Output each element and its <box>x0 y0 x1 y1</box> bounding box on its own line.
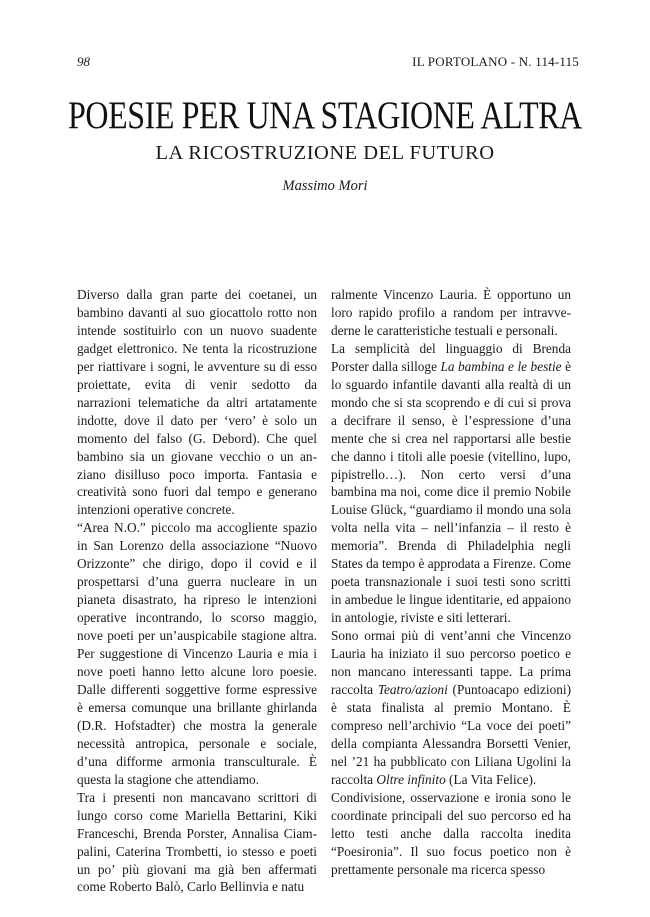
book-title: Teatro/azioni <box>377 681 448 697</box>
paragraph: Condivisione, osservazione e ironia sono le coordinate principali del suo percorso ed ha letto testi anche dalla raccolta inedita “Poesironia”. Il suo focus poetico non è prettamente personale ma ricerca spesso <box>331 789 571 877</box>
paragraph: Tra i presenti non mancavano scrittori di lungo corso come Mariella Bettarini, Kiki Franceschi, Brenda Porster, Annalisa Ciampalini, Caterina Trombetti, io stesso e poeti un po’ più giovani ma già ben affermati come Roberto Balò, Carlo Bellinvia e natu <box>77 789 317 895</box>
text-run: (La Vita Felice). <box>445 771 537 787</box>
paragraph: ralmente Vincenzo Lauria. È opportuno un loro rapido profilo a random per intravvederne le caratteristiche testuali e personali. <box>331 287 571 338</box>
paragraph <box>331 340 571 627</box>
article-title: POESIE PER UNA STAGIONE ALTRA <box>68 94 582 137</box>
journal-title: IL PORTOLANO - N. 114-115 <box>412 54 579 69</box>
body-column-left <box>77 286 317 896</box>
page-number: 98 <box>77 54 90 69</box>
article-author: Massimo Mori <box>282 178 368 194</box>
body-column-right <box>331 286 571 878</box>
paragraph: “Area N.O.” piccolo ma accogliente spazio in San Lorenzo della associazione “Nuovo Orizzonte” che dirigo, dopo il covid e il prospettarsi d’una guerra nucleare in un pianeta disastrato, ha ripreso le intenzioni operative incontrando, lo scorso maggio, nove poeti per un’auspicabile stagione altra. Per suggestione di Vincenzo Lauria e mia i nove poeti hanno letto alcune loro poesie. Dalle differenti soggettive forme espressive è emersa comunque una brillante ghirlanda (D.R. Hofstadter) che mostra la generale necessità antropica, personale e sociale, d’una difforme armonia transculturale. È questa la stagione che attendiamo. <box>77 520 317 787</box>
running-header <box>77 54 579 70</box>
text-run: è lo sguardo infantile davanti alla realtà di un mondo che si sta scoprendo e di cui si prova a decifrare il senso, è l’espressione d’una mente che si crea nel rapportarsi alle bestie che danno i titoli alle poesie (vitellino, lupo, pipistrello…). Non certo versi d’una bambina ma noi, come dice il premio Nobile Louise Glück, “guardiamo il mondo una sola volta nella vita – nell’infanzia – il resto è memoria”. Brenda di Philadelphia negli States da tempo è approdata a Firenze. Come poeta transnazionale i suoi testi sono scritti in ambedue le lingue identitarie, ed appaiono in antologie, riviste e siti letterari. <box>331 358 571 626</box>
paragraph: Diverso dalla gran parte dei coetanei, un bambino davanti al suo giocattolo rotto non intende sostituirlo con un nuovo suadente gadget elettronico. Ne tenta la ricostruzione per riattivare i sogni, le avventure su di esso proiettate, evita di venir sedotto da narrazioni telematiche da altri artatamente indotte, dove il dato per ‘vero’ è solo un momento del falso (G. Debord). Che quel bambino sia un giovane vecchio o un anziano disilluso poco importa. Fantasia e creatività sono fuori dal tempo e generano intenzioni operative concrete. <box>77 287 317 518</box>
book-title: Oltre infinito <box>376 771 446 787</box>
book-title: La bambina e le bestie <box>440 358 562 374</box>
text-run: Sono ormai più di vent’anni che Vincenzo Lauria ha iniziato il suo percorso poetico e non mancano interessanti tappe. La prima raccolta <box>331 628 571 697</box>
article-subtitle: LA RICOSTRUZIONE DEL FUTURO <box>155 142 495 164</box>
paragraph <box>331 627 571 789</box>
text-run: (Puntoacapo edizioni) è stata finalista al premio Montano. È compreso nell’archivio “La voce dei poeti” della compianta Alessandra Borsetti Venier, nel ’21 ha pubblicato con Liliana Ugolini la raccolta <box>331 681 571 787</box>
text-run: La semplicità del linguaggio di Brenda Porster dalla silloge <box>331 340 571 374</box>
